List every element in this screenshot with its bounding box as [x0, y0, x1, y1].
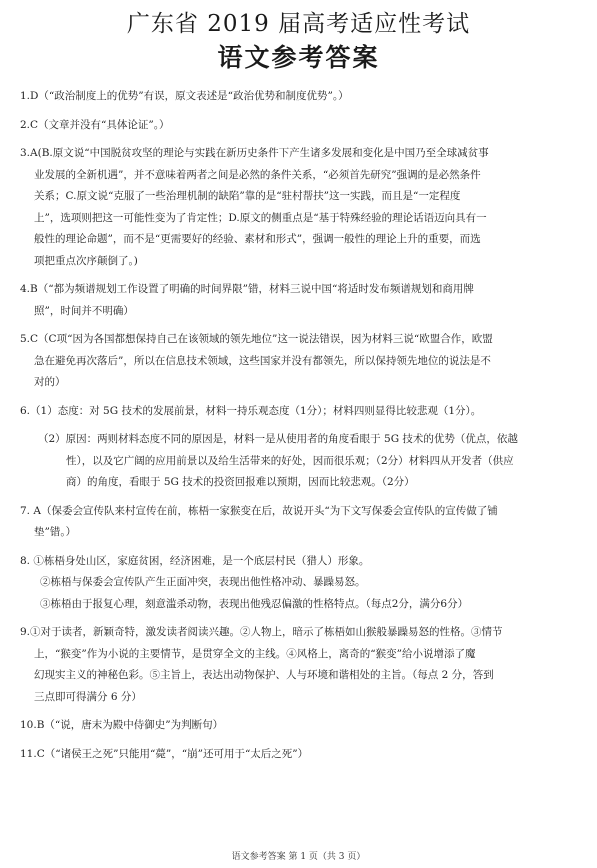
answer-6-part-1	[0, 401, 597, 423]
answer-3	[0, 143, 597, 272]
answer-line: 上，“猴变”作为小说的主要情节，是贯穿全文的主线。④风格上，离奇的“猴变”给小说增添了魔	[34, 647, 476, 660]
answer-5	[0, 329, 597, 394]
answer-10	[0, 715, 597, 737]
exam-title: 广东省 2019 届高考适应性考试	[126, 11, 471, 37]
answer-2	[0, 115, 597, 137]
answer-line: 6.（1）态度：对 5G 技术的发展前景，材料一持乐观态度（1分）；材料四则显得比较悲观（1分）。	[20, 404, 482, 417]
answer-8	[0, 551, 597, 616]
answer-line: 性），以及它广阔的应用前景以及给生活带来的好处，因而很乐观；（2分）材料四从开发者（供应	[66, 454, 514, 467]
answer-6-part-2	[0, 429, 597, 494]
page-footer: 语文参考答案 第 1 页（共 3 页）	[231, 852, 366, 862]
answer-1	[0, 86, 597, 108]
answer-line: 照”，时间并不明确）	[34, 304, 134, 317]
answer-line: 11.C（“诸侯王之死”只能用“薨”，“崩”还可用于“太后之死”）	[20, 747, 309, 760]
answer-line: （2）原因：两则材料态度不同的原因是，材料一是从使用者的角度看眼于 5G 技术的优势（优点，依越	[38, 433, 518, 445]
answer-line: 业发展的全新机遇”，并不意味着两者之间是必然的条件关系，“必须首先研究”强调的是必然条件	[34, 168, 481, 181]
answer-9	[0, 622, 597, 708]
answer-line: ③栋梧由于报复心理，刻意滥杀动物，表现出他残忍偏激的性格特点。（每点2分，满分6分）	[40, 597, 469, 610]
answer-line: 急在避免再次落后”，所以在信息技术领域，这些国家并没有都领先，所以保持领先地位的说法是不	[34, 354, 491, 367]
answer-line: 商）的角度，看眼于 5G 技术的投资回报难以预期，因而比较悲观。（2分）	[66, 476, 415, 488]
document-subtitle: 语文参考答案	[217, 43, 380, 72]
answer-line: 垫”错。）	[34, 526, 77, 538]
answer-line: 幻现实主义的神秘色彩。⑤主旨上，表达出动物保护、人与环境和谐相处的主旨。（每点 2 分，答到	[34, 669, 494, 681]
answer-line: 般性的理论命题”，而不是“更需要好的经验、素材和形式”，强调一般性的理论上升的重要，而选	[34, 233, 481, 245]
answer-11	[0, 744, 597, 766]
answer-line: 2.C（文章并没有“具体论证”。）	[20, 118, 170, 131]
answer-7	[0, 501, 597, 544]
answer-line: 10.B（“说，唐末为殿中侍御史”为判断句）	[20, 719, 224, 731]
answer-list	[0, 86, 597, 765]
answer-line: 对的）	[34, 376, 66, 388]
answer-line: 9.①对于读者，新颖奇特，激发读者阅读兴趣。②人物上，暗示了栋梧如山猴般暴躁易怒的性格。③情节	[20, 626, 503, 638]
answer-line: 关系；C.原文说“克服了一些治理机制的缺陷”靠的是“驻村帮扶”这一实践，而且是“一定程度	[34, 190, 461, 202]
answer-line: 1.D（“政治制度上的优势”有误，原文表述是“政治优势和制度优势”。）	[20, 90, 349, 102]
answer-line: 7. A（保委会宣传队来村宣传在前，栋梧一家猴变在后，故说开头“为下文写保委会宣传队的宣传做了铺	[20, 504, 498, 517]
answer-line: 三点即可得满分 6 分）	[34, 690, 142, 703]
answer-line: 4.B（“都为频谱规划工作设置了明确的时间界限”错，材料三说中国“将适时发布频谱规划和商用牌	[20, 283, 474, 295]
answer-line: ②栋梧与保委会宣传队产生正面冲突，表现出他性格冲动、暴躁易怒。	[40, 576, 366, 588]
answer-line: 项把重点次序颠倒了。)	[34, 254, 138, 267]
answer-4	[0, 279, 597, 322]
answer-line: 3.A(B.原文说“中国脱贫攻坚的理论与实践在新历史条件下产生诸多发展和变化是中国乃至全球减贫事	[20, 147, 489, 159]
answer-line: 8. ①栋梧身处山区，家庭贫困，经济困难，是一个底层村民（猎人）形象。	[20, 554, 370, 567]
answer-line: 5.C（C项“因为各国都想保持自己在该领域的领先地位”这一说法错误，因为材料三说“欧盟合作，欧盟	[20, 333, 493, 345]
answer-line: 上”，选项则把这一可能性变为了肯定性；D.原文的侧重点是“基于特殊经验的理论话语迈向具有一	[34, 211, 487, 224]
